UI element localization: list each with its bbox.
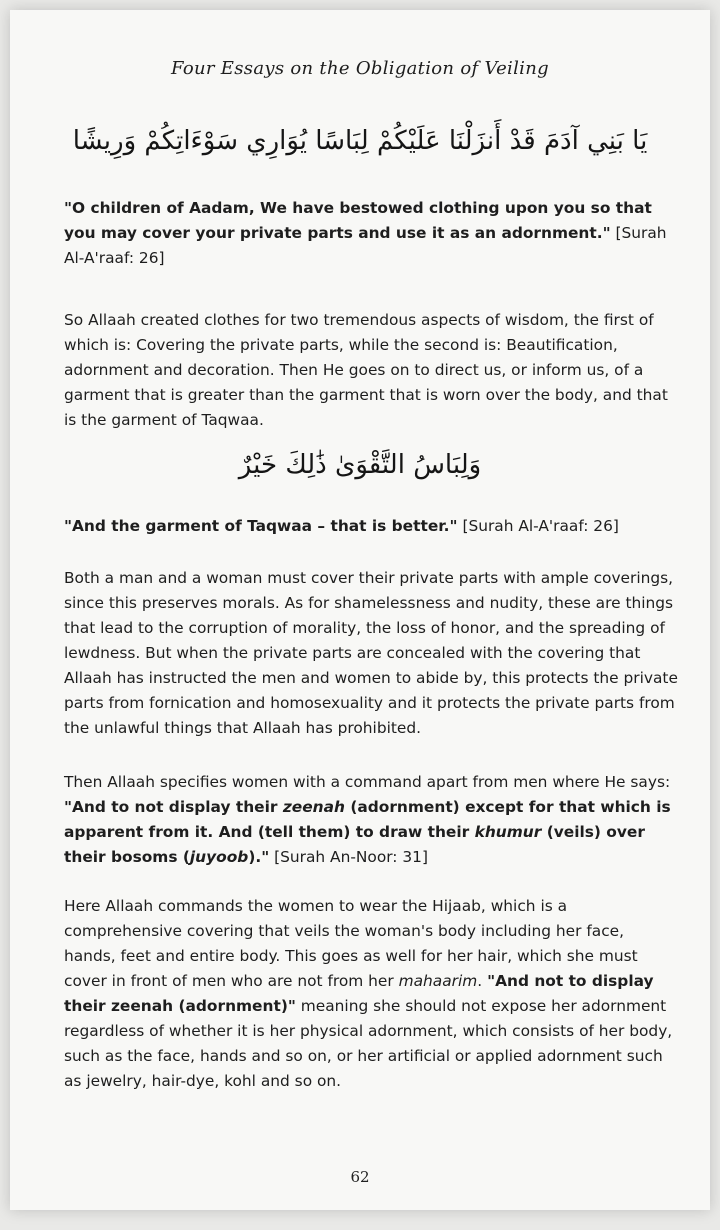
quote-part: (adornment) except for that which is apparent from it. And (tell them) to draw their — [64, 798, 671, 841]
verse-translation-text: "O children of Aadam, We have bestowed clothing upon you so that you may cover your private parts and use it as an adornment." — [64, 199, 652, 242]
paragraph-command — [64, 770, 680, 870]
quote-zeenah: "And not to display their zeenah (adornment)" — [64, 972, 654, 1015]
verse-reference: [Surah Al-A'raaf: 26] — [457, 517, 619, 535]
page-number: 62 — [350, 1168, 370, 1186]
hijaab-text: meaning she should not expose her adornment regardless of whether it is her physical adornment, which consists of her body, such as the face, hands and so on, or her artificial or applied adornment such as jewelry, hair-dye, kohl and so on. — [64, 997, 673, 1090]
verse-reference: [Surah Al-A'raaf: 26] — [64, 224, 667, 267]
running-header: Four Essays on the Obligation of Veiling — [171, 58, 549, 79]
verse-translation-taqwaa — [64, 514, 680, 539]
command-intro: Then Allaah specifies women with a command apart from men where He says: — [64, 773, 671, 791]
term-khumur: khumur — [474, 823, 542, 841]
term-mahaarim: mahaarim — [398, 972, 478, 990]
term-juyoob: juyoob — [189, 848, 249, 866]
verse-reference: [Surah An-Noor: 31] — [269, 848, 428, 866]
verse-translation-text: "And the garment of Taqwaa – that is better." — [64, 517, 458, 535]
term-zeenah: zeenah — [282, 798, 345, 816]
quote-part: (veils) over their bosoms ( — [64, 823, 645, 866]
hijaab-text: Here Allaah commands the women to wear the Hijaab, which is a comprehensive covering that veils the woman's body including her face, hands, feet and entire body. This goes as well for her hair, which she must cover in front of men who are not from her — [64, 897, 638, 990]
arabic-verse-taqwaa: وَلِبَاسُ التَّقْوَىٰ ذَٰلِكَ خَيْرٌ — [238, 450, 482, 480]
paragraph-hijaab — [64, 894, 680, 1094]
quote-part: )." — [248, 848, 270, 866]
arabic-verse-clothing: يَا بَنِي آدَمَ قَدْ أَنزَلْنَا عَلَيْكُمْ لِبَاسًا يُوَارِي سَوْءَاتِكُمْ وَرِيشًا — [72, 126, 648, 156]
quote-part: "And to not display their — [64, 798, 283, 816]
book-page — [10, 10, 710, 1210]
verse-translation-clothing — [64, 196, 680, 271]
hijaab-text: . — [477, 972, 488, 990]
paragraph-wisdom: So Allaah created clothes for two tremendous aspects of wisdom, the first of which is: Covering the private parts, while the second is: Beautification, adornment and decoration. Then He goes on to direct us, or inform us, of a garment that is greater than the garment that is worn over the body, and that is the garment of Taqwaa. — [64, 311, 668, 429]
paragraph-covering: Both a man and a woman must cover their private parts with ample coverings, since this preserves morals. As for shamelessness and nudity, these are things that lead to the corruption of morality, the loss of honor, and the spreading of lewdness. But when the private parts are concealed with the covering that Allaah has instructed the men and women to abide by, this protects the private parts from fornication and homosexuality and it protects the private parts from the unlawful things that Allaah has prohibited. — [64, 569, 678, 737]
